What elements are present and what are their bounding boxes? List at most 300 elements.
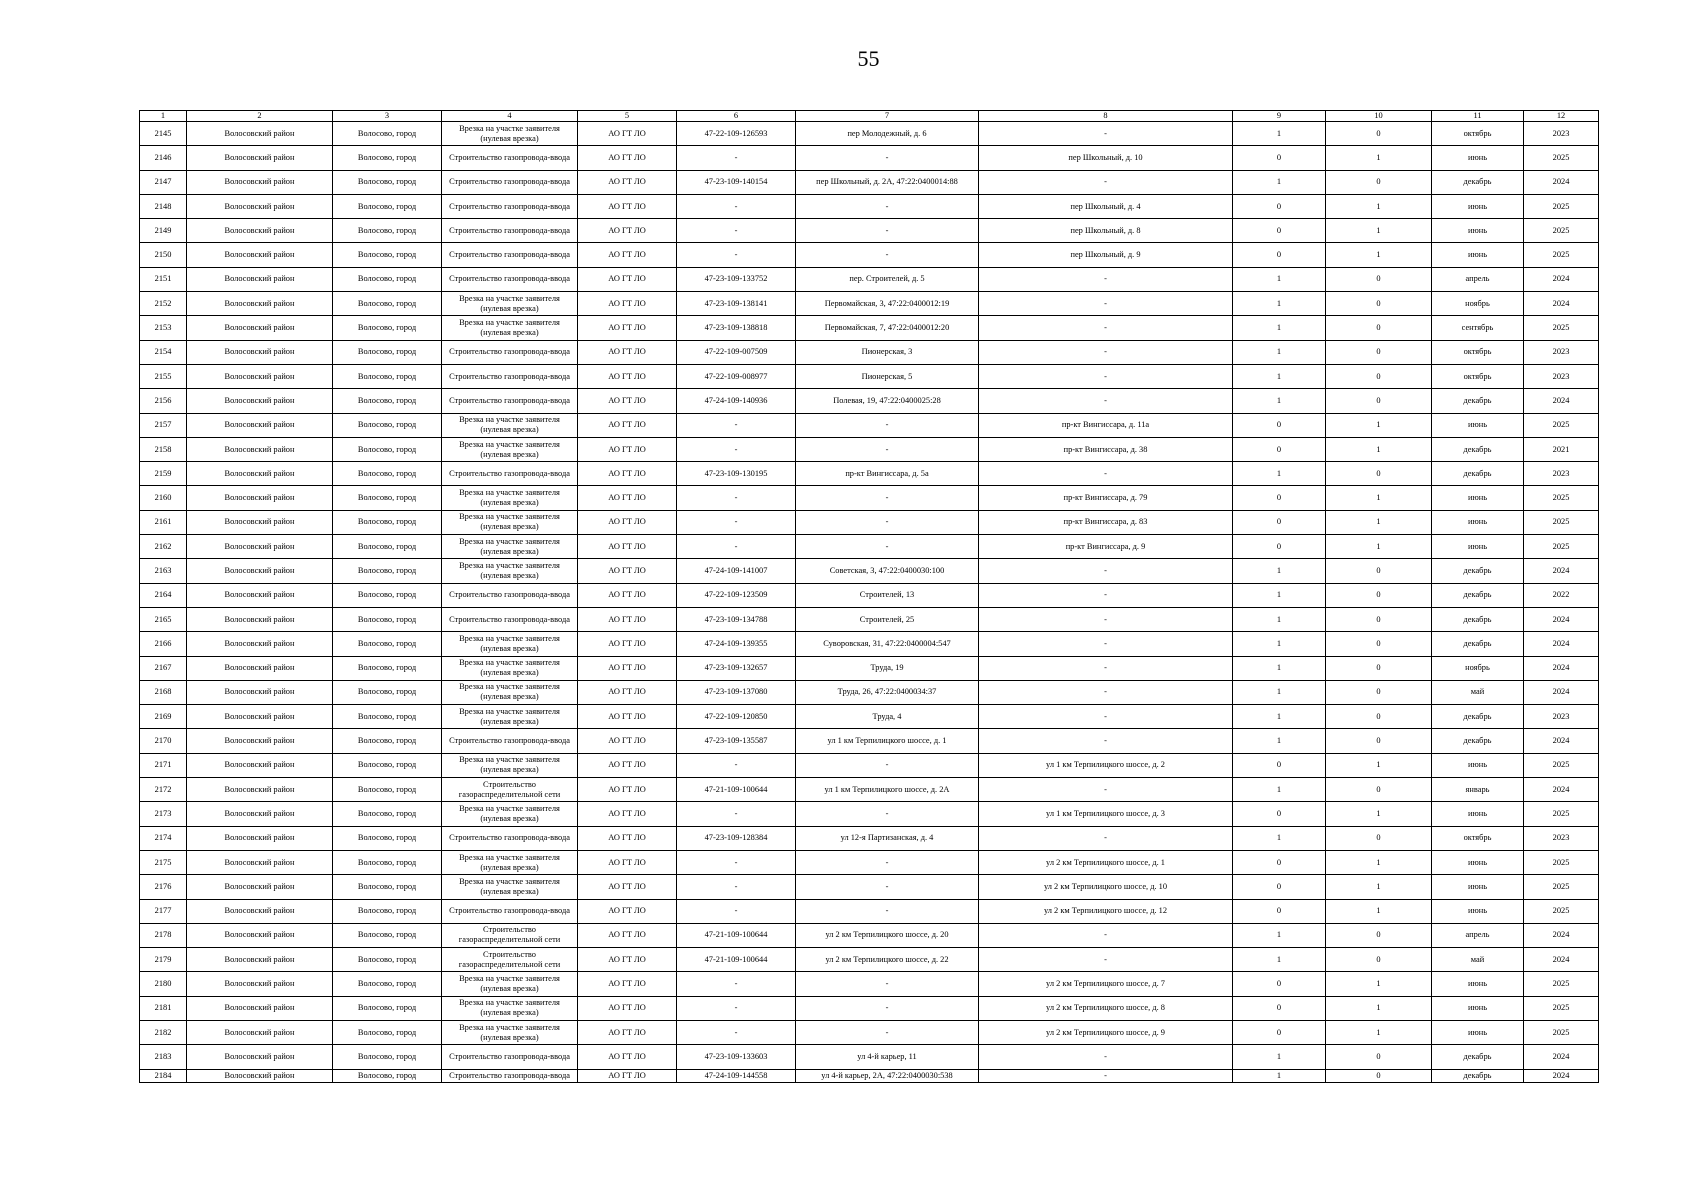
application-number-cell: 47-21-109-100644 (677, 923, 796, 947)
count-a-cell: 1 (1233, 122, 1326, 146)
row-number-cell: 2171 (140, 753, 187, 777)
year-cell: 2024 (1524, 948, 1599, 972)
count-b-cell: 0 (1326, 122, 1432, 146)
count-a-cell: 1 (1233, 267, 1326, 291)
work-type-cell: Врезка на участке заявителя (нулевая врезка) (442, 510, 578, 534)
application-number-cell: 47-24-109-141007 (677, 559, 796, 583)
table-row (140, 122, 1599, 146)
organization-cell: АО ГТ ЛО (578, 802, 677, 826)
work-type-cell: Врезка на участке заявителя (нулевая врезка) (442, 802, 578, 826)
year-cell: 2024 (1524, 559, 1599, 583)
month-cell: апрель (1432, 923, 1524, 947)
row-number-cell: 2159 (140, 462, 187, 486)
count-b-cell: 1 (1326, 243, 1432, 267)
count-a-cell: 0 (1233, 972, 1326, 996)
address-planned-cell: пер Школьный, д. 10 (979, 146, 1233, 170)
district-cell: Волосовский район (187, 462, 333, 486)
year-cell: 2025 (1524, 802, 1599, 826)
row-number-cell: 2157 (140, 413, 187, 437)
table-row (140, 510, 1599, 534)
count-a-cell: 1 (1233, 462, 1326, 486)
address-cell: Полевая, 19, 47:22:0400025:28 (796, 389, 979, 413)
district-cell: Волосовский район (187, 219, 333, 243)
application-number-cell: - (677, 486, 796, 510)
count-a-cell: 1 (1233, 705, 1326, 729)
table-row (140, 219, 1599, 243)
month-cell: декабрь (1432, 1069, 1524, 1082)
settlement-cell: Волосово, город (333, 559, 442, 583)
work-type-cell: Врезка на участке заявителя (нулевая врезка) (442, 632, 578, 656)
work-type-cell: Врезка на участке заявителя (нулевая врезка) (442, 486, 578, 510)
application-number-cell: - (677, 219, 796, 243)
count-b-cell: 0 (1326, 559, 1432, 583)
organization-cell: АО ГТ ЛО (578, 364, 677, 388)
district-cell: Волосовский район (187, 413, 333, 437)
month-cell: июнь (1432, 996, 1524, 1020)
district-cell: Волосовский район (187, 972, 333, 996)
count-b-cell: 1 (1326, 437, 1432, 461)
count-a-cell: 1 (1233, 292, 1326, 316)
row-number-cell: 2162 (140, 535, 187, 559)
table-row (140, 607, 1599, 631)
work-type-cell: Врезка на участке заявителя (нулевая врезка) (442, 1020, 578, 1044)
work-type-cell: Строительство газопровода-ввода (442, 340, 578, 364)
settlement-cell: Волосово, город (333, 850, 442, 874)
year-cell: 2023 (1524, 826, 1599, 850)
row-number-cell: 2164 (140, 583, 187, 607)
count-b-cell: 0 (1326, 778, 1432, 802)
month-cell: декабрь (1432, 559, 1524, 583)
address-cell: - (796, 1020, 979, 1044)
settlement-cell: Волосово, город (333, 680, 442, 704)
application-number-cell: 47-23-109-133603 (677, 1045, 796, 1069)
count-a-cell: 0 (1233, 996, 1326, 1020)
address-cell: ул 4-й карьер, 11 (796, 1045, 979, 1069)
organization-cell: АО ГТ ЛО (578, 607, 677, 631)
settlement-cell: Волосово, город (333, 875, 442, 899)
work-type-cell: Строительство газораспределительной сети (442, 923, 578, 947)
organization-cell: АО ГТ ЛО (578, 753, 677, 777)
application-number-cell: - (677, 875, 796, 899)
count-a-cell: 1 (1233, 656, 1326, 680)
month-cell: декабрь (1432, 462, 1524, 486)
settlement-cell: Волосово, город (333, 923, 442, 947)
application-number-cell: - (677, 972, 796, 996)
district-cell: Волосовский район (187, 389, 333, 413)
address-cell: Первомайская, 3, 47:22:0400012:19 (796, 292, 979, 316)
address-cell: - (796, 146, 979, 170)
table-row (140, 948, 1599, 972)
settlement-cell: Волосово, город (333, 753, 442, 777)
count-a-cell: 0 (1233, 850, 1326, 874)
count-a-cell: 1 (1233, 316, 1326, 340)
settlement-cell: Волосово, город (333, 510, 442, 534)
organization-cell: АО ГТ ЛО (578, 146, 677, 170)
address-cell: - (796, 219, 979, 243)
year-cell: 2024 (1524, 292, 1599, 316)
count-b-cell: 0 (1326, 705, 1432, 729)
organization-cell: АО ГТ ЛО (578, 705, 677, 729)
year-cell: 2025 (1524, 535, 1599, 559)
count-b-cell: 1 (1326, 1020, 1432, 1044)
work-type-cell: Строительство газопровода-ввода (442, 1045, 578, 1069)
settlement-cell: Волосово, город (333, 948, 442, 972)
table-row (140, 462, 1599, 486)
address-planned-cell: ул 1 км Терпилицкого шоссе, д. 2 (979, 753, 1233, 777)
table-row (140, 267, 1599, 291)
count-a-cell: 0 (1233, 802, 1326, 826)
page-number: 55 (857, 46, 880, 71)
address-planned-cell: - (979, 583, 1233, 607)
application-number-cell: 47-22-109-120850 (677, 705, 796, 729)
district-cell: Волосовский район (187, 705, 333, 729)
month-cell: январь (1432, 778, 1524, 802)
year-cell: 2024 (1524, 632, 1599, 656)
work-type-cell: Строительство газораспределительной сети (442, 778, 578, 802)
row-number-cell: 2175 (140, 850, 187, 874)
organization-cell: АО ГТ ЛО (578, 535, 677, 559)
district-cell: Волосовский район (187, 170, 333, 194)
month-cell: октябрь (1432, 826, 1524, 850)
organization-cell: АО ГТ ЛО (578, 219, 677, 243)
count-b-cell: 1 (1326, 535, 1432, 559)
count-b-cell: 1 (1326, 486, 1432, 510)
district-cell: Волосовский район (187, 729, 333, 753)
count-a-cell: 1 (1233, 826, 1326, 850)
month-cell: октябрь (1432, 122, 1524, 146)
address-planned-cell: - (979, 607, 1233, 631)
application-number-cell: - (677, 413, 796, 437)
year-cell: 2025 (1524, 146, 1599, 170)
header-cell: 2 (187, 111, 333, 122)
settlement-cell: Волосово, город (333, 292, 442, 316)
settlement-cell: Волосово, город (333, 1069, 442, 1082)
address-planned-cell: - (979, 170, 1233, 194)
table-row (140, 680, 1599, 704)
district-cell: Волосовский район (187, 340, 333, 364)
year-cell: 2024 (1524, 680, 1599, 704)
organization-cell: АО ГТ ЛО (578, 1069, 677, 1082)
district-cell: Волосовский район (187, 850, 333, 874)
count-b-cell: 1 (1326, 875, 1432, 899)
table-row (140, 243, 1599, 267)
application-number-cell: 47-23-109-137080 (677, 680, 796, 704)
year-cell: 2023 (1524, 122, 1599, 146)
row-number-cell: 2176 (140, 875, 187, 899)
month-cell: июнь (1432, 850, 1524, 874)
district-cell: Волосовский район (187, 122, 333, 146)
district-cell: Волосовский район (187, 583, 333, 607)
settlement-cell: Волосово, город (333, 437, 442, 461)
header-cell: 4 (442, 111, 578, 122)
settlement-cell: Волосово, город (333, 1045, 442, 1069)
work-type-cell: Строительство газопровода-ввода (442, 243, 578, 267)
table-row (140, 875, 1599, 899)
organization-cell: АО ГТ ЛО (578, 680, 677, 704)
settlement-cell: Волосово, город (333, 826, 442, 850)
district-cell: Волосовский район (187, 267, 333, 291)
table-row (140, 1045, 1599, 1069)
count-b-cell: 0 (1326, 826, 1432, 850)
count-a-cell: 1 (1233, 559, 1326, 583)
month-cell: сентябрь (1432, 316, 1524, 340)
address-planned-cell: пр-кт Вингиссара, д. 9 (979, 535, 1233, 559)
address-planned-cell: - (979, 364, 1233, 388)
work-type-cell: Врезка на участке заявителя (нулевая врезка) (442, 875, 578, 899)
work-type-cell: Строительство газопровода-ввода (442, 729, 578, 753)
address-cell: - (796, 510, 979, 534)
work-type-cell: Строительство газопровода-ввода (442, 194, 578, 218)
address-cell: - (796, 753, 979, 777)
year-cell: 2025 (1524, 510, 1599, 534)
application-number-cell: - (677, 753, 796, 777)
count-a-cell: 0 (1233, 219, 1326, 243)
settlement-cell: Волосово, город (333, 583, 442, 607)
header-cell: 6 (677, 111, 796, 122)
count-b-cell: 0 (1326, 170, 1432, 194)
count-b-cell: 1 (1326, 510, 1432, 534)
settlement-cell: Волосово, город (333, 243, 442, 267)
table-row (140, 729, 1599, 753)
address-cell: - (796, 194, 979, 218)
count-a-cell: 1 (1233, 1069, 1326, 1082)
work-type-cell: Строительство газопровода-ввода (442, 583, 578, 607)
application-number-cell: - (677, 510, 796, 534)
year-cell: 2021 (1524, 437, 1599, 461)
address-planned-cell: - (979, 389, 1233, 413)
count-a-cell: 1 (1233, 778, 1326, 802)
count-b-cell: 0 (1326, 729, 1432, 753)
application-number-cell: 47-23-109-135587 (677, 729, 796, 753)
settlement-cell: Волосово, город (333, 316, 442, 340)
organization-cell: АО ГТ ЛО (578, 899, 677, 923)
address-planned-cell: - (979, 656, 1233, 680)
district-cell: Волосовский район (187, 1045, 333, 1069)
table-row (140, 753, 1599, 777)
row-number-cell: 2170 (140, 729, 187, 753)
organization-cell: АО ГТ ЛО (578, 267, 677, 291)
month-cell: апрель (1432, 267, 1524, 291)
row-number-cell: 2152 (140, 292, 187, 316)
count-b-cell: 0 (1326, 389, 1432, 413)
settlement-cell: Волосово, город (333, 146, 442, 170)
address-cell: Первомайская, 7, 47:22:0400012:20 (796, 316, 979, 340)
organization-cell: АО ГТ ЛО (578, 632, 677, 656)
settlement-cell: Волосово, город (333, 219, 442, 243)
work-type-cell: Строительство газопровода-ввода (442, 219, 578, 243)
row-number-cell: 2184 (140, 1069, 187, 1082)
organization-cell: АО ГТ ЛО (578, 243, 677, 267)
table-row (140, 437, 1599, 461)
district-cell: Волосовский район (187, 194, 333, 218)
application-number-cell: - (677, 996, 796, 1020)
address-cell: ул 2 км Терпилицкого шоссе, д. 22 (796, 948, 979, 972)
district-cell: Волосовский район (187, 364, 333, 388)
year-cell: 2025 (1524, 243, 1599, 267)
address-planned-cell: - (979, 705, 1233, 729)
row-number-cell: 2168 (140, 680, 187, 704)
address-cell: ул 2 км Терпилицкого шоссе, д. 20 (796, 923, 979, 947)
row-number-cell: 2179 (140, 948, 187, 972)
year-cell: 2023 (1524, 340, 1599, 364)
table-row (140, 340, 1599, 364)
count-b-cell: 0 (1326, 607, 1432, 631)
count-b-cell: 0 (1326, 292, 1432, 316)
district-cell: Волосовский район (187, 535, 333, 559)
work-type-cell: Строительство газопровода-ввода (442, 267, 578, 291)
district-cell: Волосовский район (187, 948, 333, 972)
settlement-cell: Волосово, город (333, 364, 442, 388)
count-a-cell: 0 (1233, 1020, 1326, 1044)
settlement-cell: Волосово, город (333, 656, 442, 680)
work-type-cell: Строительство газораспределительной сети (442, 948, 578, 972)
organization-cell: АО ГТ ЛО (578, 340, 677, 364)
address-planned-cell: пр-кт Вингиссара, д. 79 (979, 486, 1233, 510)
district-cell: Волосовский район (187, 510, 333, 534)
month-cell: декабрь (1432, 437, 1524, 461)
district-cell: Волосовский район (187, 680, 333, 704)
count-a-cell: 1 (1233, 729, 1326, 753)
year-cell: 2024 (1524, 267, 1599, 291)
organization-cell: АО ГТ ЛО (578, 413, 677, 437)
application-number-cell: - (677, 243, 796, 267)
work-type-cell: Строительство газопровода-ввода (442, 146, 578, 170)
row-number-cell: 2158 (140, 437, 187, 461)
count-a-cell: 0 (1233, 875, 1326, 899)
row-number-cell: 2150 (140, 243, 187, 267)
address-planned-cell: пер Школьный, д. 9 (979, 243, 1233, 267)
organization-cell: АО ГТ ЛО (578, 122, 677, 146)
month-cell: декабрь (1432, 705, 1524, 729)
address-cell: - (796, 243, 979, 267)
application-number-cell: 47-23-109-128384 (677, 826, 796, 850)
count-b-cell: 0 (1326, 923, 1432, 947)
table-row (140, 632, 1599, 656)
count-b-cell: 0 (1326, 1045, 1432, 1069)
application-number-cell: 47-23-109-138141 (677, 292, 796, 316)
district-cell: Волосовский район (187, 996, 333, 1020)
district-cell: Волосовский район (187, 243, 333, 267)
month-cell: декабрь (1432, 389, 1524, 413)
month-cell: декабрь (1432, 583, 1524, 607)
address-cell: Пионерская, 5 (796, 364, 979, 388)
address-planned-cell: - (979, 948, 1233, 972)
table-row (140, 194, 1599, 218)
address-planned-cell: - (979, 923, 1233, 947)
application-number-cell: 47-22-109-007509 (677, 340, 796, 364)
address-planned-cell: - (979, 1045, 1233, 1069)
row-number-cell: 2165 (140, 607, 187, 631)
address-cell: Труда, 19 (796, 656, 979, 680)
address-planned-cell: ул 2 км Терпилицкого шоссе, д. 9 (979, 1020, 1233, 1044)
month-cell: июнь (1432, 899, 1524, 923)
work-type-cell: Врезка на участке заявителя (нулевая врезка) (442, 535, 578, 559)
organization-cell: АО ГТ ЛО (578, 510, 677, 534)
organization-cell: АО ГТ ЛО (578, 170, 677, 194)
application-number-cell: 47-21-109-100644 (677, 778, 796, 802)
work-type-cell: Строительство газопровода-ввода (442, 389, 578, 413)
table-row (140, 559, 1599, 583)
settlement-cell: Волосово, город (333, 632, 442, 656)
count-a-cell: 1 (1233, 680, 1326, 704)
row-number-cell: 2178 (140, 923, 187, 947)
count-b-cell: 0 (1326, 583, 1432, 607)
table-row (140, 364, 1599, 388)
organization-cell: АО ГТ ЛО (578, 923, 677, 947)
row-number-cell: 2156 (140, 389, 187, 413)
count-b-cell: 0 (1326, 316, 1432, 340)
organization-cell: АО ГТ ЛО (578, 996, 677, 1020)
settlement-cell: Волосово, город (333, 535, 442, 559)
address-cell: ул 4-й карьер, 2А, 47:22:0400030:538 (796, 1069, 979, 1082)
count-b-cell: 0 (1326, 1069, 1432, 1082)
row-number-cell: 2167 (140, 656, 187, 680)
work-type-cell: Врезка на участке заявителя (нулевая врезка) (442, 850, 578, 874)
table-row (140, 899, 1599, 923)
count-b-cell: 1 (1326, 753, 1432, 777)
address-planned-cell: ул 2 км Терпилицкого шоссе, д. 7 (979, 972, 1233, 996)
year-cell: 2025 (1524, 875, 1599, 899)
address-cell: - (796, 875, 979, 899)
row-number-cell: 2145 (140, 122, 187, 146)
count-a-cell: 0 (1233, 437, 1326, 461)
address-planned-cell: - (979, 680, 1233, 704)
address-planned-cell: ул 2 км Терпилицкого шоссе, д. 1 (979, 850, 1233, 874)
work-type-cell: Строительство газопровода-ввода (442, 170, 578, 194)
work-type-cell: Строительство газопровода-ввода (442, 462, 578, 486)
year-cell: 2025 (1524, 850, 1599, 874)
application-number-cell: - (677, 802, 796, 826)
work-type-cell: Врезка на участке заявителя (нулевая врезка) (442, 656, 578, 680)
district-cell: Волосовский район (187, 632, 333, 656)
settlement-cell: Волосово, город (333, 486, 442, 510)
count-b-cell: 1 (1326, 972, 1432, 996)
address-planned-cell: - (979, 1069, 1233, 1082)
row-number-cell: 2163 (140, 559, 187, 583)
district-cell: Волосовский район (187, 875, 333, 899)
application-number-cell: - (677, 437, 796, 461)
count-a-cell: 0 (1233, 413, 1326, 437)
year-cell: 2024 (1524, 1069, 1599, 1082)
address-cell: - (796, 437, 979, 461)
month-cell: май (1432, 680, 1524, 704)
settlement-cell: Волосово, город (333, 778, 442, 802)
district-cell: Волосовский район (187, 607, 333, 631)
year-cell: 2025 (1524, 194, 1599, 218)
organization-cell: АО ГТ ЛО (578, 1020, 677, 1044)
row-number-cell: 2172 (140, 778, 187, 802)
district-cell: Волосовский район (187, 923, 333, 947)
table-row (140, 316, 1599, 340)
table-row (140, 292, 1599, 316)
address-planned-cell: - (979, 826, 1233, 850)
settlement-cell: Волосово, город (333, 899, 442, 923)
address-planned-cell: - (979, 559, 1233, 583)
month-cell: июнь (1432, 146, 1524, 170)
address-cell: пр-кт Вингиссара, д. 5а (796, 462, 979, 486)
year-cell: 2024 (1524, 729, 1599, 753)
count-b-cell: 0 (1326, 632, 1432, 656)
district-cell: Волосовский район (187, 437, 333, 461)
application-number-cell: 47-22-109-008977 (677, 364, 796, 388)
address-cell: Советская, 3, 47:22:0400030:100 (796, 559, 979, 583)
row-number-cell: 2151 (140, 267, 187, 291)
month-cell: июнь (1432, 194, 1524, 218)
year-cell: 2024 (1524, 778, 1599, 802)
count-b-cell: 0 (1326, 364, 1432, 388)
count-a-cell: 1 (1233, 583, 1326, 607)
year-cell: 2025 (1524, 972, 1599, 996)
